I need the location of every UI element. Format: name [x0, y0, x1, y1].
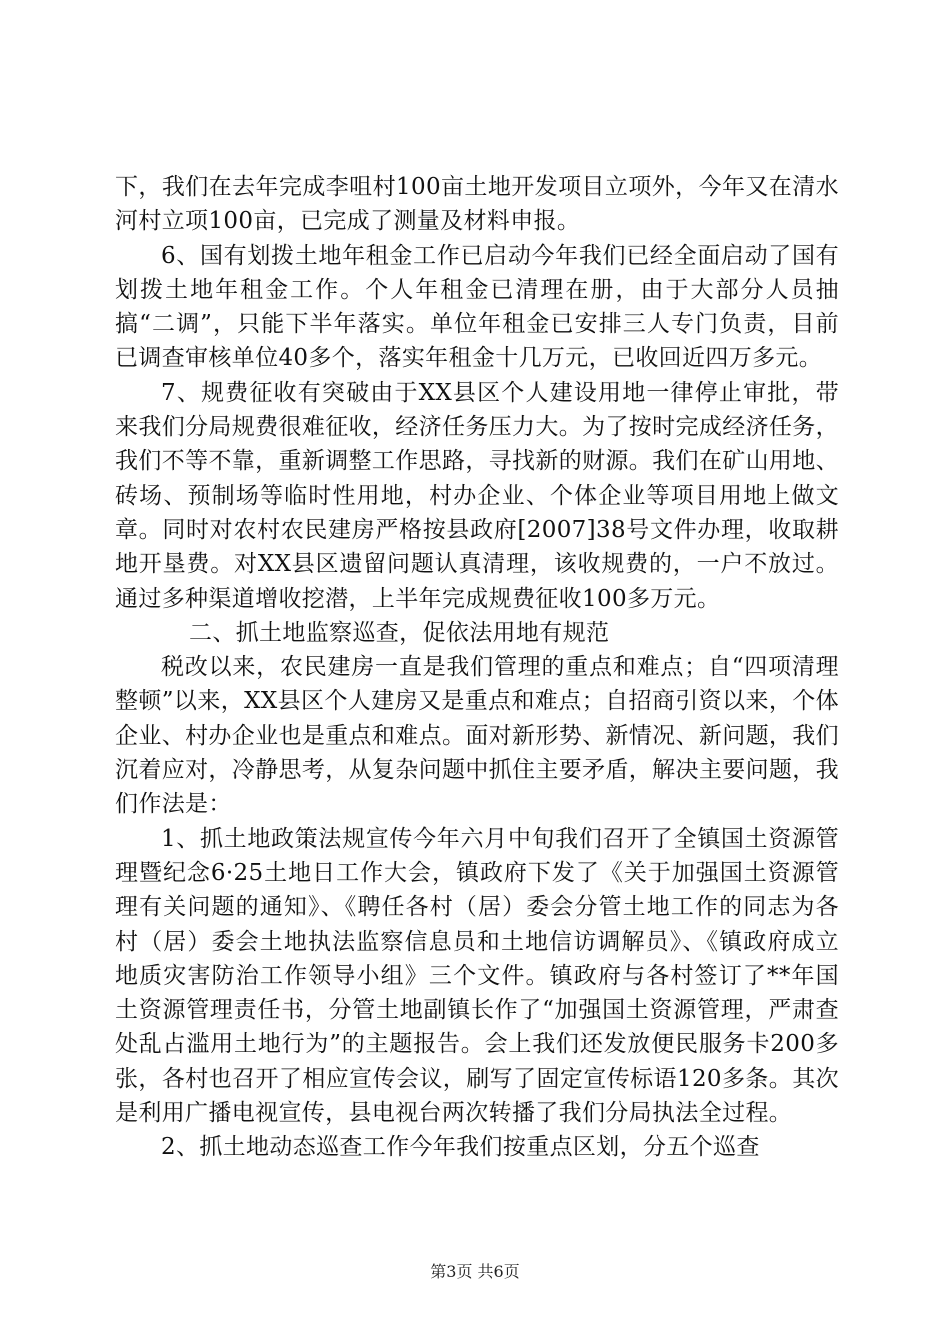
paragraph-continuation: 下，我们在去年完成李咀村100亩土地开发项目立项外，今年又在清水河村立项100亩，已完成了测量及材料申报。	[115, 174, 839, 235]
paragraph-item-2: 2、抓土地动态巡查工作今年我们按重点区划，分五个巡查	[161, 1134, 760, 1161]
paragraph-intro: 税改以来，农民建房一直是我们管理的重点和难点；自“四项清理整顿”以来，XX县区个人建房又是重点和难点；自招商引资以来，个体企业、村办企业也是重点和难点。面对新形势、新情况、新问题，我们沉着应对，冷静思考，从复杂问题中抓住主要矛盾，解决主要问题，我们作法是：	[115, 654, 839, 818]
document-body	[115, 170, 839, 1165]
paragraph-item-6: 6、国有划拨土地年租金工作已启动今年我们已经全面启动了国有划拨土地年租金工作。个人年租金已清理在册，由于大部分人员抽搞“二调”，只能下半年落实。单位年租金已安排三人专门负责，目前已调查审核单位40多个，落实年租金十几万元，已收回近四万多元。	[115, 242, 839, 372]
paragraph-item-7: 7、规费征收有突破由于XX县区个人建设用地一律停止审批，带来我们分局规费很难征收，经济任务压力大。为了按时完成经济任务，我们不等不靠，重新调整工作思路，寻找新的财源。我们在矿山用地、砖场、预制场等临时性用地，村办企业、个体企业等项目用地上做文章。同时对农村农民建房严格按县政府[2007]38号文件办理，收取耕地开垦费。对XX县区遗留问题认真清理，该收规费的，一户不放过。通过多种渠道增收挖潜，上半年完成规费征收100多万元。	[115, 379, 839, 612]
paragraph-item-1: 1、抓土地政策法规宣传今年六月中旬我们召开了全镇国土资源管理暨纪念6·25土地日工作大会，镇政府下发了《关于加强国土资源管理有关问题的通知》、《聘任各村（居）委会分管土地工作的同志为各村（居）委会土地执法监察信息员和土地信访调解员》、《镇政府成立地质灾害防治工作领导小组》三个文件。镇政府与各村签订了**年国土资源管理责任书，分管土地副镇长作了“加强国土资源管理，严肃查处乱占滥用土地行为”的主题报告。会上我们还发放便民服务卡200多张，各村也召开了相应宣传会议，刷写了固定宣传标语120多条。其次是利用广播电视宣传，县电视台两次转播了我们分局执法全过程。	[115, 825, 839, 1127]
page-footer: 第3页 共6页	[430, 1262, 520, 1281]
section-heading: 二、抓土地监察巡查，促依法用地有规范	[189, 619, 610, 646]
